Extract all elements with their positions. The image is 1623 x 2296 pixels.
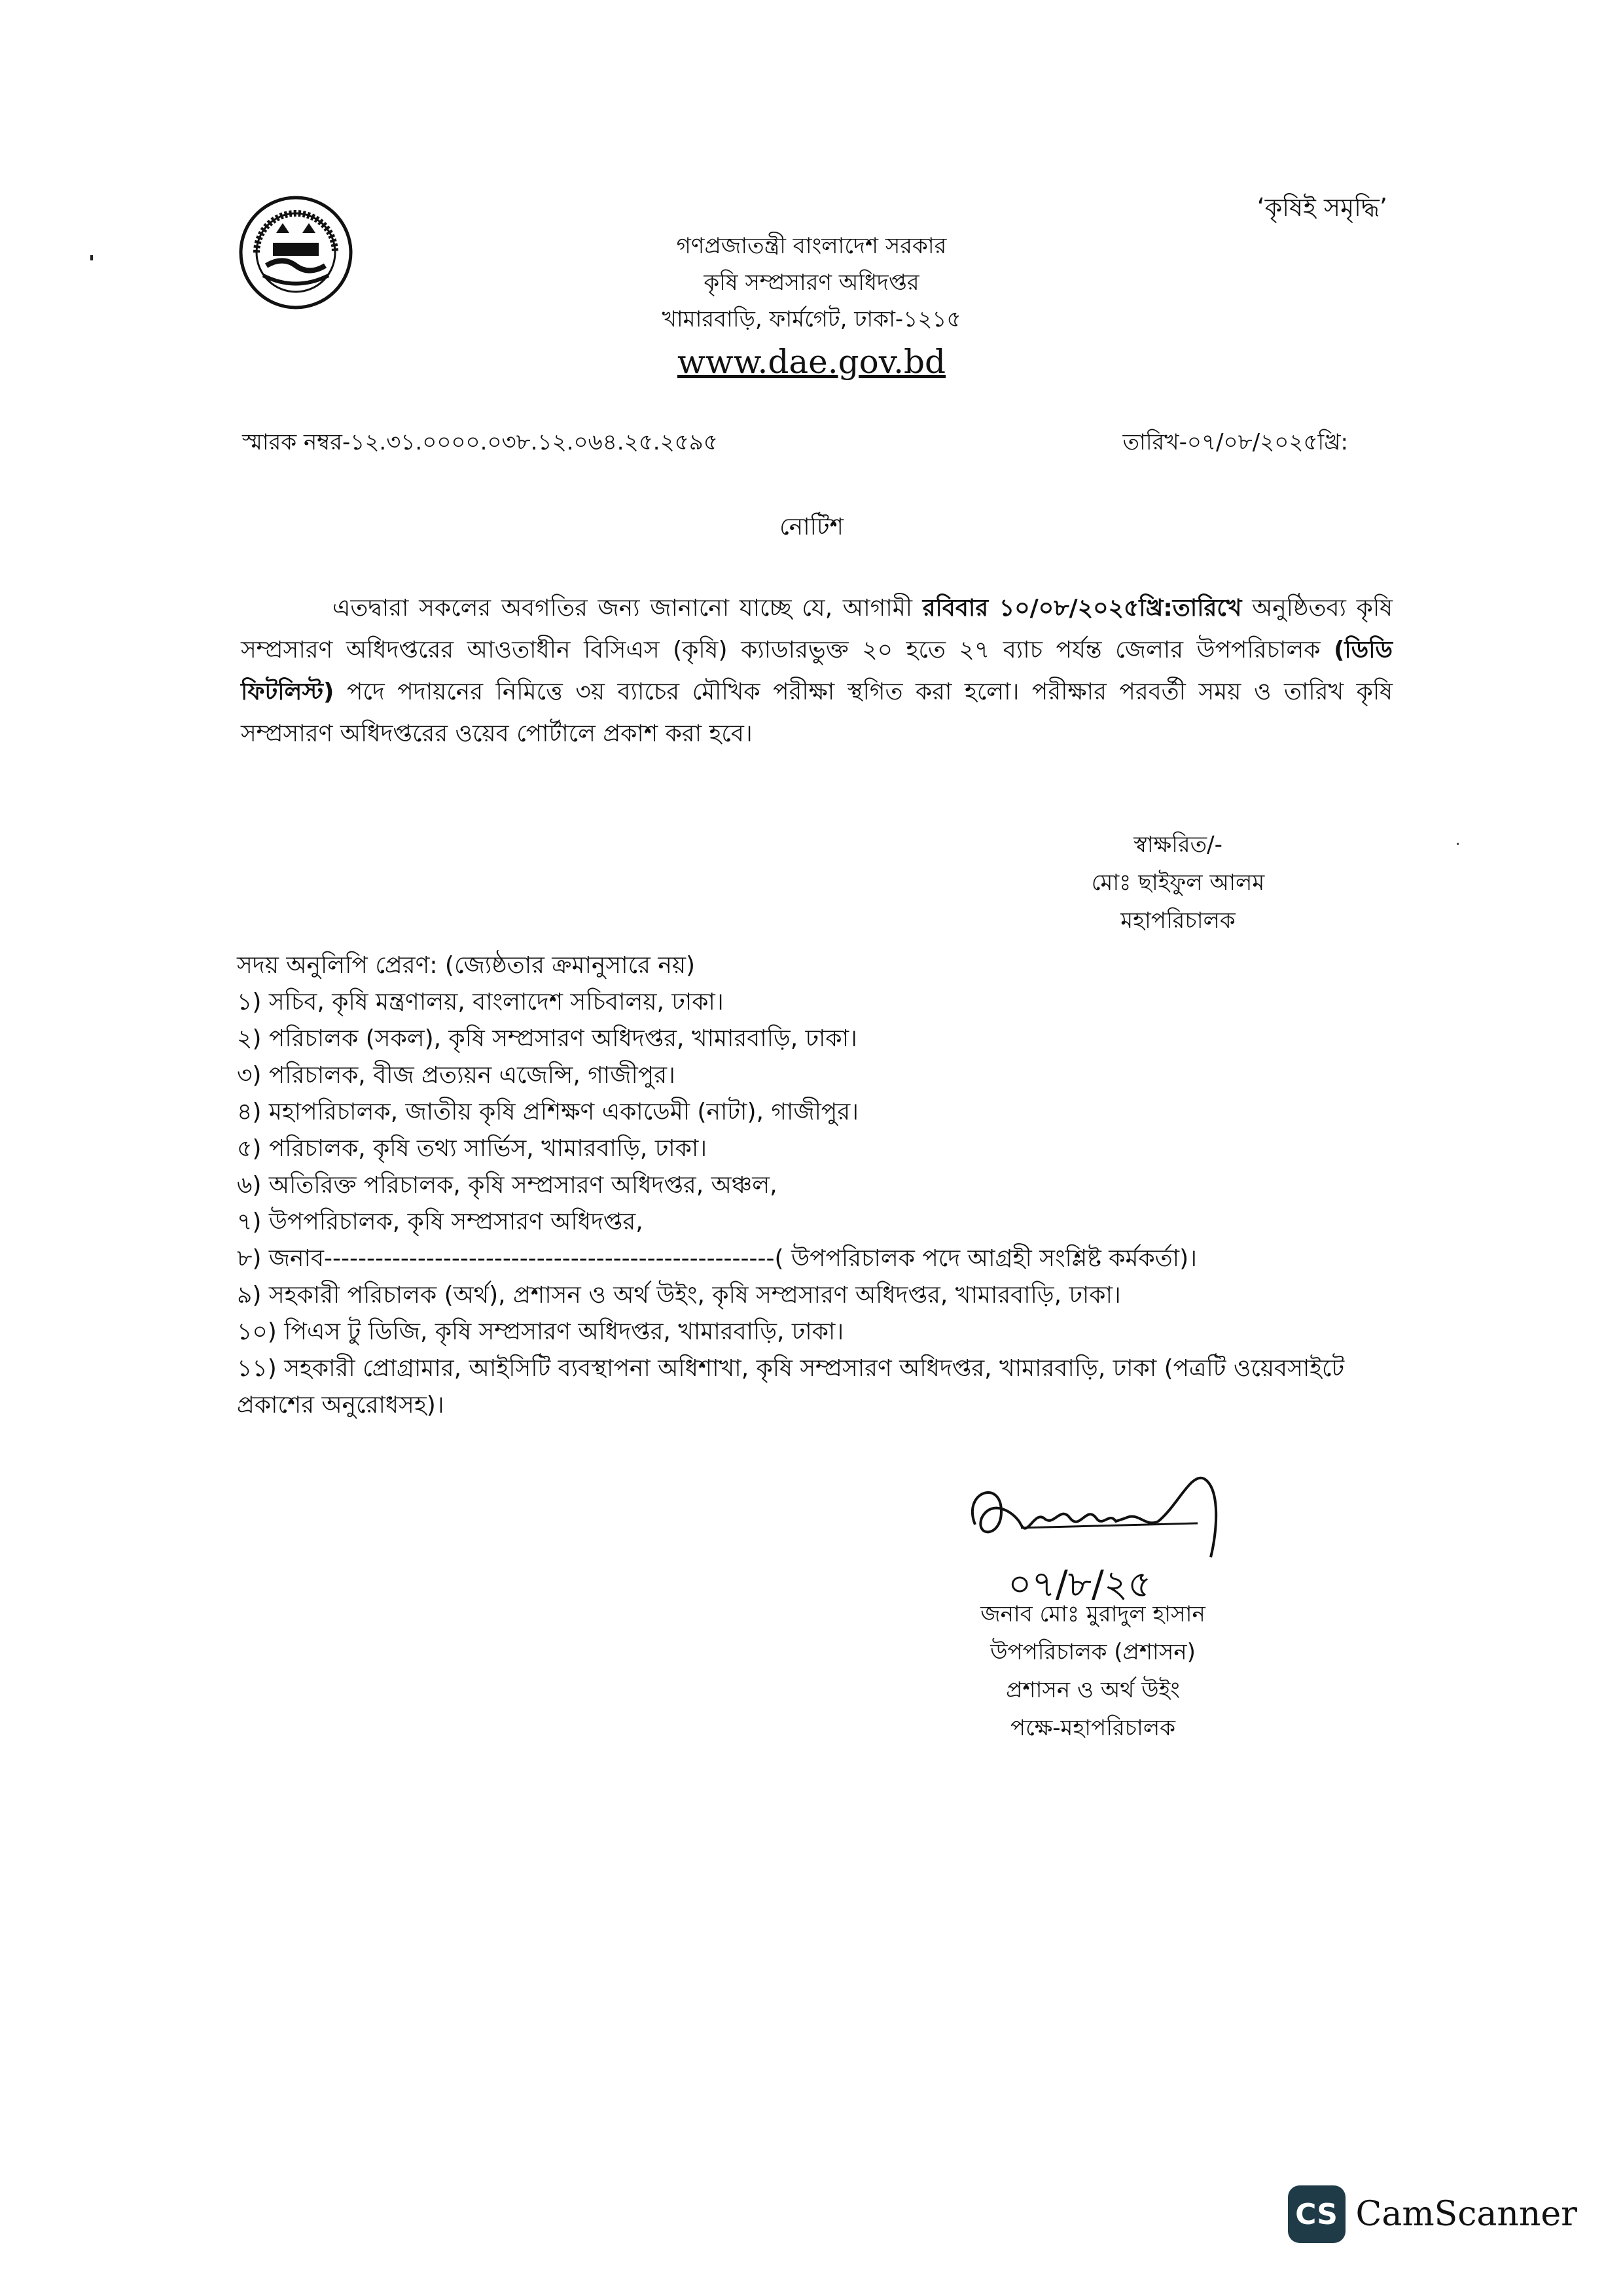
signatory-wing: প্রশাসন ও অর্থ উইং	[1006, 1677, 1180, 1703]
government-name: গণপ্রজাতন্ত্রী বাংলাদেশ সরকার	[676, 233, 947, 259]
memo-number: স্মারক নম্বর-১২.৩১.০০০০.০৩৮.১২.০৬৪.২৫.২৫৯৫	[242, 429, 718, 455]
motto: ‘কৃষিই সমৃদ্ধি’	[1257, 193, 1387, 222]
camscanner-logo-icon: CS	[1288, 2185, 1346, 2243]
copy-heading: সদয় অনুলিপি প্রেরণ: (জ্যেষ্ঠতার ক্রমানুসারে নয়)	[237, 952, 696, 979]
director-general-signature-block	[1021, 826, 1335, 940]
signatory-designation: উপপরিচালক (প্রশাসন)	[990, 1639, 1196, 1665]
signed-label: স্বাক্ষরিত/-	[1133, 832, 1222, 858]
list-item: ১০) পিএস টু ডিজি, কৃষি সম্প্রসারণ অধিদপ্তর, খামারবাড়ি, ঢাকা।	[237, 1318, 844, 1345]
body-bold-date: রবিবার ১০/০৮/২০২৫খ্রি:তারিখে	[922, 595, 1242, 622]
department-address: খামারবাড়ি, ফার্মগেট, ঢাকা-১২১৫	[662, 306, 961, 332]
list-item: ৫) পরিচালক, কৃষি তথ্য সার্ভিস, খামারবাড়ি, ঢাকা।	[237, 1135, 707, 1162]
website-link[interactable]: www.dae.gov.bd	[677, 343, 946, 381]
list-item: ১১) সহকারী প্রোগ্রামার, আইসিটি ব্যবস্থাপনা অধিশাখা, কৃষি সম্প্রসারণ অধিদপ্তর, খামারবাড়ি, ঢাকা (পত্রটি ওয়েবসাইটে প্রকাশের অনুরোধসহ)।	[237, 1355, 1345, 1419]
body-text: পদে পদায়নের নিমিত্তে ৩য় ব্যাচের মৌখিক পরীক্ষা স্থগিত করা হলো। পরীক্ষার পরবর্তী সময় ও তারিখ কৃষি সম্প্রসারণ অধিদপ্তরের ওয়েব পোর্টালে প্রকাশ করা হবে।	[241, 679, 1393, 747]
list-item: ৯) সহকারী পরিচালক (অর্থ), প্রশাসন ও অর্থ উইং, কৃষি সম্প্রসারণ অধিদপ্তর, খামারবাড়ি, ঢাকা।	[237, 1282, 1121, 1309]
handwritten-signature	[962, 1466, 1237, 1616]
list-item: ৪) মহাপরিচালক, জাতীয় কৃষি প্রশিক্ষণ একাডেমী (নাটা), গাজীপুর।	[237, 1099, 859, 1125]
issue-date: তারিখ-০৭/০৮/২০২৫খ্রি:	[1122, 429, 1348, 455]
letterhead	[0, 228, 1623, 386]
deputy-director-signature-block	[936, 1595, 1250, 1747]
body-text: অনুষ্ঠিতব্য কৃষি সম্প্রসারণ অধিদপ্তরের আওতাধীন বিসিএস (কৃষি) ক্যাডারভুক্ত ২০ হতে ২৭ ব্যাচ পর্যন্ত জেলার উপপরিচালক	[241, 595, 1393, 663]
notice-body	[241, 588, 1393, 755]
list-item: ৩) পরিচালক, বীজ প্রত্যয়ন এজেন্সি, গাজীপুর।	[237, 1062, 675, 1089]
list-item: ৭) উপপরিচালক, কৃষি সম্প্রসারণ অধিদপ্তর,	[237, 1209, 643, 1235]
copy-distribution-list	[237, 947, 1389, 1424]
list-item: ৬) অতিরিক্ত পরিচালক, কৃষি সম্প্রসারণ অধিদপ্তর, অঞ্চল,	[237, 1172, 777, 1199]
list-item: ৮) জনাব-----------------------------------------------------( উপপরিচালক পদে আগ্রহী সংশ্লিষ্ট কর্মকর্তা)।	[237, 1245, 1198, 1272]
handwritten-date: ০৭/৮/২৫	[1008, 1563, 1152, 1606]
on-behalf-of: পক্ষে-মহাপরিচালক	[1010, 1715, 1175, 1741]
notice-title: নোটিশ	[779, 514, 844, 540]
list-item: ১) সচিব, কৃষি মন্ত্রণালয়, বাংলাদেশ সচিবালয়, ঢাকা।	[237, 989, 724, 1016]
body-bold-position: (ডিডি ফিটলিস্ট)	[241, 637, 1393, 705]
list-item: ২) পরিচালক (সকল), কৃষি সম্প্রসারণ অধিদপ্তর, খামারবাড়ি, ঢাকা।	[237, 1025, 857, 1052]
body-text: এতদ্বারা সকলের অবগতির জন্য জানানো যাচ্ছে যে, আগামী	[332, 595, 923, 622]
department-name: কৃষি সম্প্রসারণ অধিদপ্তর	[704, 270, 919, 296]
camscanner-watermark	[1288, 2185, 1577, 2243]
camscanner-text: CamScanner	[1355, 2195, 1577, 2234]
scan-speck	[1457, 843, 1459, 845]
signatory-name: মোঃ ছাইফুল আলম	[1091, 870, 1265, 896]
signatory-designation: মহাপরিচালক	[1120, 908, 1236, 934]
signatory-name: জনাব মোঃ মুরাদুল হাসান	[980, 1601, 1205, 1627]
